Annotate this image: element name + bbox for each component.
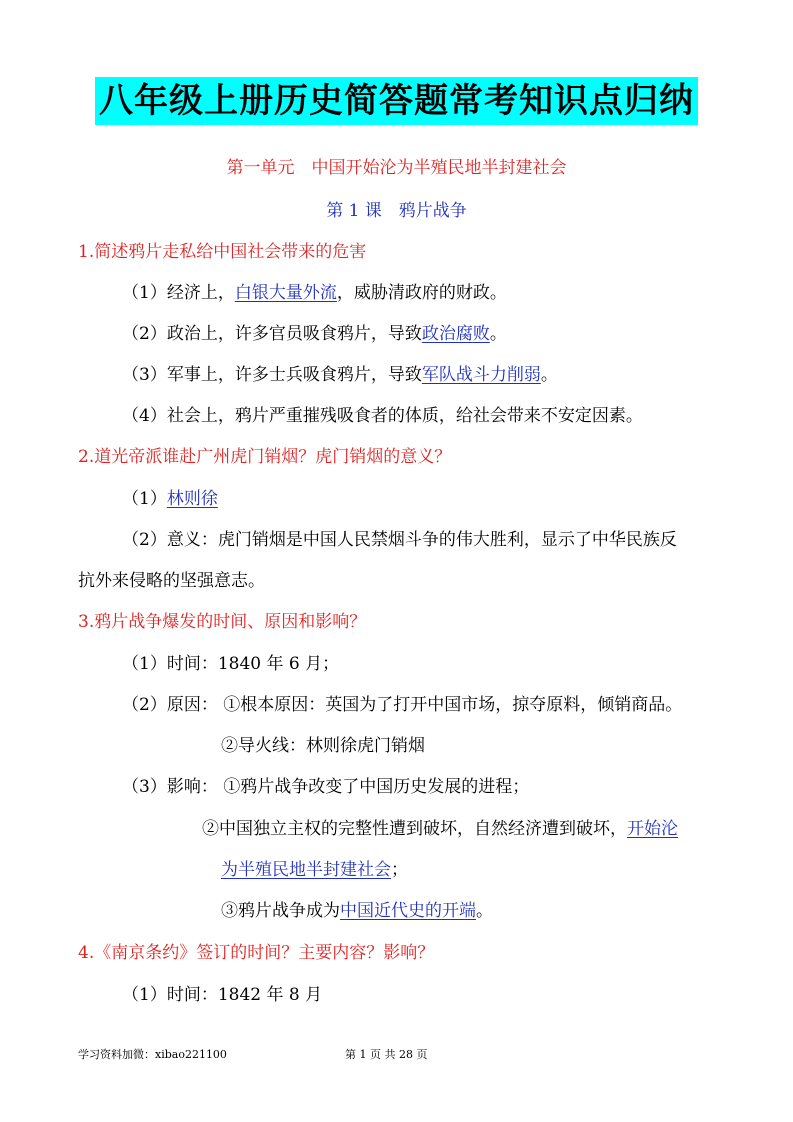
lesson-heading: 第 1 课 鸦片战争: [326, 201, 467, 221]
q1-a2-text-end: 。: [489, 324, 507, 344]
q3-answer-2-line-2: ②导火线：林则徐虎门销烟: [221, 736, 425, 756]
q3-answer-3-line-1: （3）影响： ①鸦片战争改变了中国历史发展的进程；: [122, 777, 530, 797]
question-3: 3.鸦片战争爆发的时间、原因和影响？: [78, 612, 367, 632]
question-4: 4.《南京条约》签订的时间？主要内容？影响？: [78, 943, 435, 963]
q1-answer-4: （4）社会上，鸦片严重摧残吸食者的体质，给社会带来不安定因素。: [122, 406, 643, 426]
q1-answer-1: [122, 281, 507, 305]
question-1: 1.简述鸦片走私给中国社会带来的危害: [78, 242, 367, 262]
q3-answer-1: （1）时间：1840 年 6 月；: [122, 654, 340, 674]
q4-answer-1: （1）时间：1842 年 8 月: [122, 985, 323, 1005]
q3-a3-l4-text: ③鸦片战争成为: [221, 901, 340, 921]
q3-a3-l2-text: ②中国独立主权的完整性遭到破坏，自然经济遭到破坏，: [202, 819, 627, 839]
q1-a3-text-end: 。: [540, 365, 558, 385]
q3-a3-l4-highlight: 中国近代史的开端: [340, 901, 476, 921]
q2-a1-highlight: 林则徐: [166, 489, 218, 509]
q3-answer-2-line-1: （2）原因： ①根本原因：英国为了打开中国市场，掠夺原料，倾销商品。: [122, 695, 683, 715]
q1-answer-2: [122, 322, 507, 346]
unit-heading: 第一单元 中国开始沦为半殖民地半封建社会: [226, 158, 567, 178]
title-container: [0, 77, 793, 125]
q1-a1-text: （1）经济上，: [122, 283, 235, 303]
q3-answer-3-line-4: [221, 899, 493, 923]
q2-answer-2-line-1: （2）意义：虎门销烟是中国人民禁烟斗争的伟大胜利，显示了中华民族反: [122, 530, 677, 550]
q1-answer-3: [122, 363, 558, 387]
q1-a2-text: （2）政治上，许多官员吸食鸦片，导致: [122, 324, 422, 344]
q3-answer-3-line-3: [221, 858, 408, 882]
q3-a3-l3-highlight: 为半殖民地半封建社会: [221, 860, 391, 880]
q3-answer-3-line-2: [202, 817, 678, 841]
q2-a1-text: （1）: [122, 489, 167, 509]
q2-answer-1: [122, 487, 218, 511]
q3-a3-l4-text-end: 。: [476, 901, 493, 921]
q1-a1-text-end: ，威胁清政府的财政。: [336, 283, 507, 303]
q1-a1-highlight: 白银大量外流: [234, 283, 337, 303]
page-title: 八年级上册历史简答题常考知识点归纳: [95, 77, 698, 125]
footer-contact: 学习资料加微：xibao221100: [78, 1048, 227, 1061]
question-2: 2.道光帝派谁赴广州虎门销烟？虎门销烟的意义？: [78, 447, 452, 467]
q1-a3-text: （3）军事上，许多士兵吸食鸦片，导致: [122, 365, 422, 385]
q1-a2-highlight: 政治腐败: [421, 324, 490, 344]
q3-a3-l3-text-end: ；: [391, 860, 408, 880]
q3-a3-l2-highlight: 开始沦: [627, 819, 678, 839]
footer-page-number: 第 1 页 共 28 页: [345, 1048, 428, 1061]
q1-a3-highlight: 军队战斗力削弱: [421, 365, 541, 385]
q2-answer-2-line-2: 抗外来侵略的坚强意志。: [78, 571, 265, 591]
